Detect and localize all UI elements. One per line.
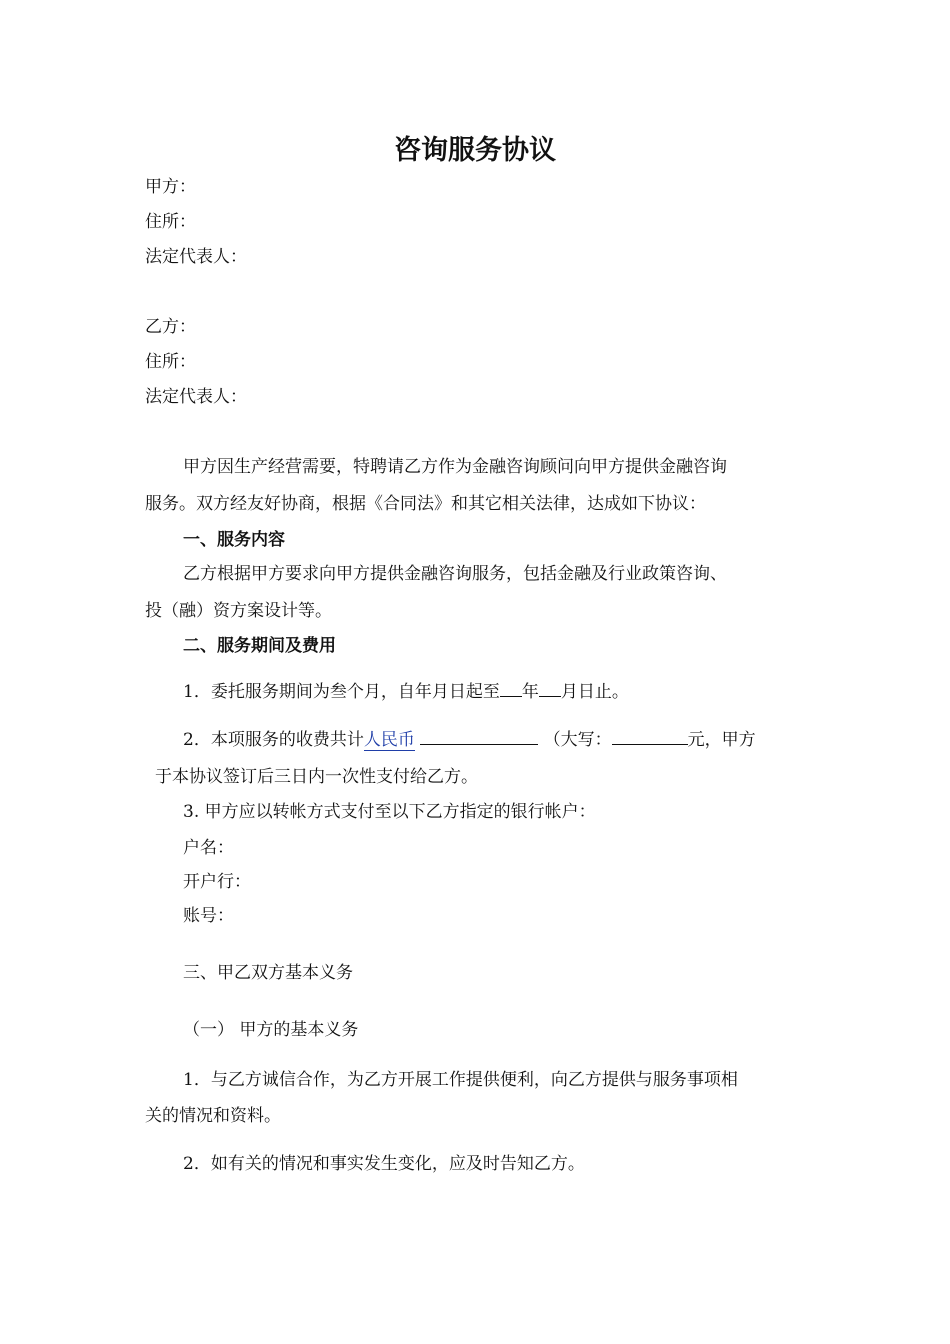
bank-label: 开户行： [183,872,251,892]
rmb-link[interactable]: 人民币 [363,730,415,750]
fee-line-2: 于本协议签订后三日内一次性支付给乙方。 [155,767,478,787]
section-1-line-2: 投（融）资方案设计等。 [145,601,332,621]
fee-capital-blank [612,729,688,745]
section-2-heading: 二、服务期间及费用 [183,636,336,656]
party-a-name-label: 甲方： [145,177,196,197]
section-1-line-1: 乙方根据甲方要求向甲方提供金融咨询服务，包括金融及行业政策咨询、 [183,564,727,584]
account-name-label: 户名： [183,838,234,858]
service-period-text-c: 月日止。 [560,682,629,702]
year-blank [500,681,522,697]
account-number-label: 账号： [183,906,234,926]
duty-1-line-1: 1．与乙方诚信合作，为乙方开展工作提供便利，向乙方提供与服务事项相 [183,1070,738,1090]
party-b-name-label: 乙方： [145,317,196,337]
fee-amount-blank [420,729,538,745]
payment-method-line: 3. 甲方应以转帐方式支付至以下乙方指定的银行帐户： [183,802,596,822]
service-period-text-b: 年 [521,682,539,702]
month-blank [539,681,561,697]
party-a-rep-label: 法定代表人： [145,247,247,267]
fee-text-b: （大写： [543,730,612,750]
party-b-rep-label: 法定代表人： [145,387,247,407]
fee-text-a: 2．本项服务的收费共计 [183,730,364,750]
service-period-line [183,681,629,703]
duty-1-line-2: 关的情况和资料。 [145,1106,281,1126]
duty-2-line: 2．如有关的情况和事实发生变化，应及时告知乙方。 [183,1154,585,1174]
document-title: 咨询服务协议 [394,135,556,166]
fee-line [183,729,756,751]
intro-line-1: 甲方因生产经营需要，特聘请乙方作为金融咨询顾问向甲方提供金融咨询 [183,457,727,477]
intro-line-2: 服务。双方经友好协商，根据《合同法》和其它相关法律，达成如下协议： [145,494,706,514]
service-period-text-a: 1．委托服务期间为叁个月，自年月日起至 [183,682,500,702]
party-b-address-label: 住所： [145,352,196,372]
party-a-duties-heading: （一） 甲方的基本义务 [183,1020,359,1040]
party-a-address-label: 住所： [145,212,196,232]
section-1-heading: 一、服务内容 [183,530,285,550]
fee-text-c: 元，甲方 [687,730,756,750]
section-3-heading: 三、甲乙双方基本义务 [183,963,353,983]
